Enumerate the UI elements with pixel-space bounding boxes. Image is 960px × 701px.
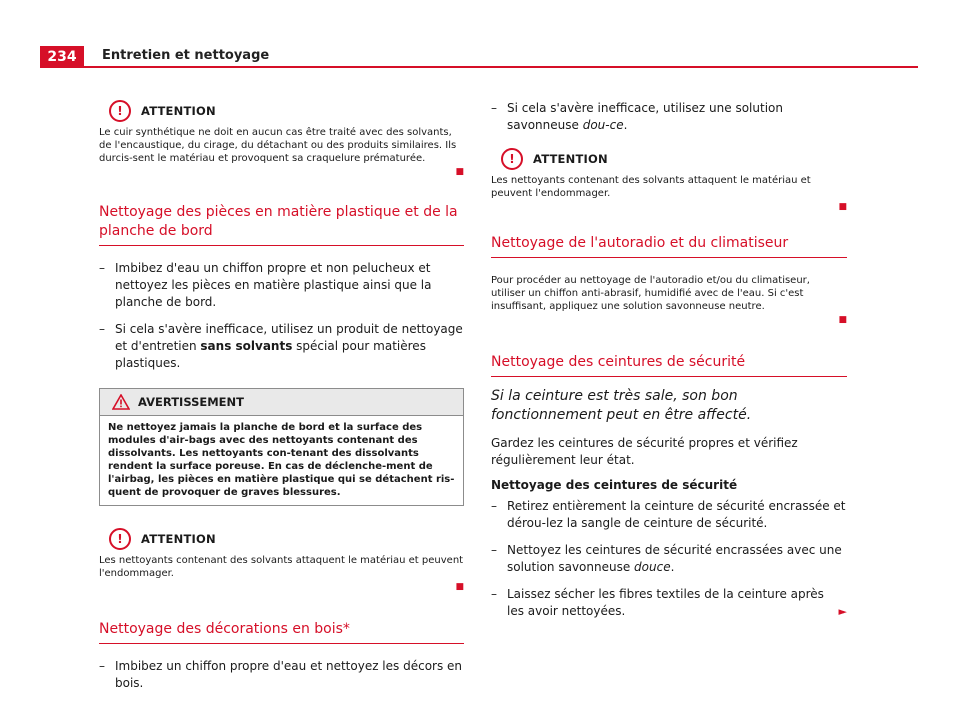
dash-bullet: – bbox=[99, 322, 105, 336]
radio-text: Pour procéder au nettoyage de l'autoradio et/ou du climatiseur, utiliser un chiffon anti-abrasif, humidifié avec de l'eau. Si c'est insuffisant, appliquez une solution savonneuse neutre. bbox=[491, 275, 810, 312]
list-item-text-part: . bbox=[623, 118, 628, 132]
attention-header bbox=[109, 100, 464, 122]
attention-note-leather bbox=[99, 100, 464, 177]
end-mark-icon: ■ bbox=[455, 582, 464, 592]
attention-note-right bbox=[491, 148, 847, 212]
list-item bbox=[491, 542, 847, 576]
end-mark-icon: ■ bbox=[838, 202, 847, 212]
attention-label: ATTENTION bbox=[141, 104, 216, 118]
list-item-text-part: Si cela s'avère inefficace, utilisez une solution savonneuse bbox=[507, 101, 783, 132]
list-item-text bbox=[507, 100, 847, 134]
attention-text: Le cuir synthétique ne doit en aucun cas être traité avec des solvants, de l'encaustique, du cirage, du détachant ou des produits similaires. Ils durcis-sent le matériau et provoquent sa craquelure prématurée. bbox=[99, 127, 457, 164]
attention-note-solvents bbox=[99, 528, 464, 592]
section-title-wood: Nettoyage des décorations en bois* bbox=[99, 620, 464, 644]
end-mark-icon: ■ bbox=[838, 315, 847, 325]
list-item-text-part: Nettoyez les ceintures de sécurité encrassées avec une solution savonneuse bbox=[507, 543, 842, 574]
list-item-text: Imbibez un chiffon propre d'eau et nettoyez les décors en bois. bbox=[115, 659, 463, 690]
list-item bbox=[99, 658, 464, 692]
chapter-title: Entretien et nettoyage bbox=[102, 48, 270, 63]
list-item-text bbox=[115, 321, 464, 372]
belts-lead: Si la ceinture est très sale, son bon fonctionnement peut en être affecté. bbox=[491, 388, 752, 423]
list-item bbox=[491, 100, 847, 134]
list-item-text: Retirez entièrement la ceinture de sécurité encrassée et dérou-lez la sangle de ceinture de sécurité. bbox=[507, 499, 846, 530]
emphasis-sans-solvants: sans solvants bbox=[200, 339, 293, 353]
left-column bbox=[99, 100, 464, 692]
emphasis-douce: dou-ce bbox=[582, 118, 624, 132]
warning-triangle-icon bbox=[112, 394, 130, 410]
list-item-text: Imbibez d'eau un chiffon propre et non pelucheux et nettoyez les pièces en matière plastique ainsi que la planche de bord. bbox=[115, 261, 432, 309]
emphasis-douce: douce bbox=[634, 560, 671, 574]
continue-arrow-icon: ► bbox=[838, 605, 847, 618]
list-item-text bbox=[507, 542, 847, 576]
header-rule bbox=[84, 66, 918, 68]
list-item-text-part: . bbox=[670, 560, 675, 574]
attention-text: Les nettoyants contenant des solvants attaquent le matériau et peuvent l'endommager. bbox=[491, 175, 811, 199]
right-column bbox=[491, 100, 847, 620]
dash-bullet: – bbox=[491, 543, 497, 557]
list-item-text-part: spécial pour matières plastiques. bbox=[115, 339, 426, 370]
attention-header bbox=[501, 148, 847, 170]
warning-header bbox=[100, 389, 463, 416]
attention-label: ATTENTION bbox=[533, 152, 608, 166]
page-number: 234 bbox=[40, 46, 84, 68]
end-mark-icon: ■ bbox=[455, 167, 464, 177]
attention-label: ATTENTION bbox=[141, 532, 216, 546]
warning-text: Ne nettoyez jamais la planche de bord et la surface des modules d'air-bags avec des nettoyants contenant des dissolvants. Les nettoyants con-tenant des dissolvants rendent la surface poreuse. En cas de déclenche-ment de l'airbag, les pièces en matière plastique qui se détachent ris-quent de provoquer de graves blessures. bbox=[108, 422, 455, 498]
list-item-text bbox=[507, 586, 839, 620]
attention-text: Les nettoyants contenant des solvants attaquent le matériau et peuvent l'endommager. bbox=[99, 555, 464, 579]
list-item bbox=[491, 586, 847, 620]
warning-label: AVERTISSEMENT bbox=[138, 395, 245, 409]
exclamation-icon: ! bbox=[501, 148, 523, 170]
attention-header bbox=[109, 528, 464, 550]
dash-bullet: – bbox=[491, 499, 497, 513]
section-title-belts: Nettoyage des ceintures de sécurité bbox=[491, 353, 847, 377]
dash-bullet: – bbox=[99, 261, 105, 275]
warning-box bbox=[99, 388, 464, 506]
list-item bbox=[99, 260, 464, 311]
list-item bbox=[491, 498, 847, 532]
dash-bullet: – bbox=[491, 101, 497, 115]
list-item-text-part: Laissez sécher les fibres textiles de la ceinture après les avoir nettoyées. bbox=[507, 587, 824, 618]
belts-subhead: Nettoyage des ceintures de sécurité bbox=[491, 478, 738, 492]
dash-bullet: – bbox=[491, 587, 497, 601]
section-title-plastic: Nettoyage des pièces en matière plastique et de la planche de bord bbox=[99, 203, 464, 246]
belts-intro: Gardez les ceintures de sécurité propres et vérifiez régulièrement leur état. bbox=[491, 436, 798, 467]
list-item-text-part: Si cela s'avère inefficace, utilisez un produit de nettoyage et d'entretien bbox=[115, 322, 463, 353]
exclamation-icon: ! bbox=[109, 528, 131, 550]
section-title-radio: Nettoyage de l'autoradio et du climatiseur bbox=[491, 234, 847, 258]
dash-bullet: – bbox=[99, 659, 105, 673]
list-item bbox=[99, 321, 464, 372]
exclamation-icon: ! bbox=[109, 100, 131, 122]
